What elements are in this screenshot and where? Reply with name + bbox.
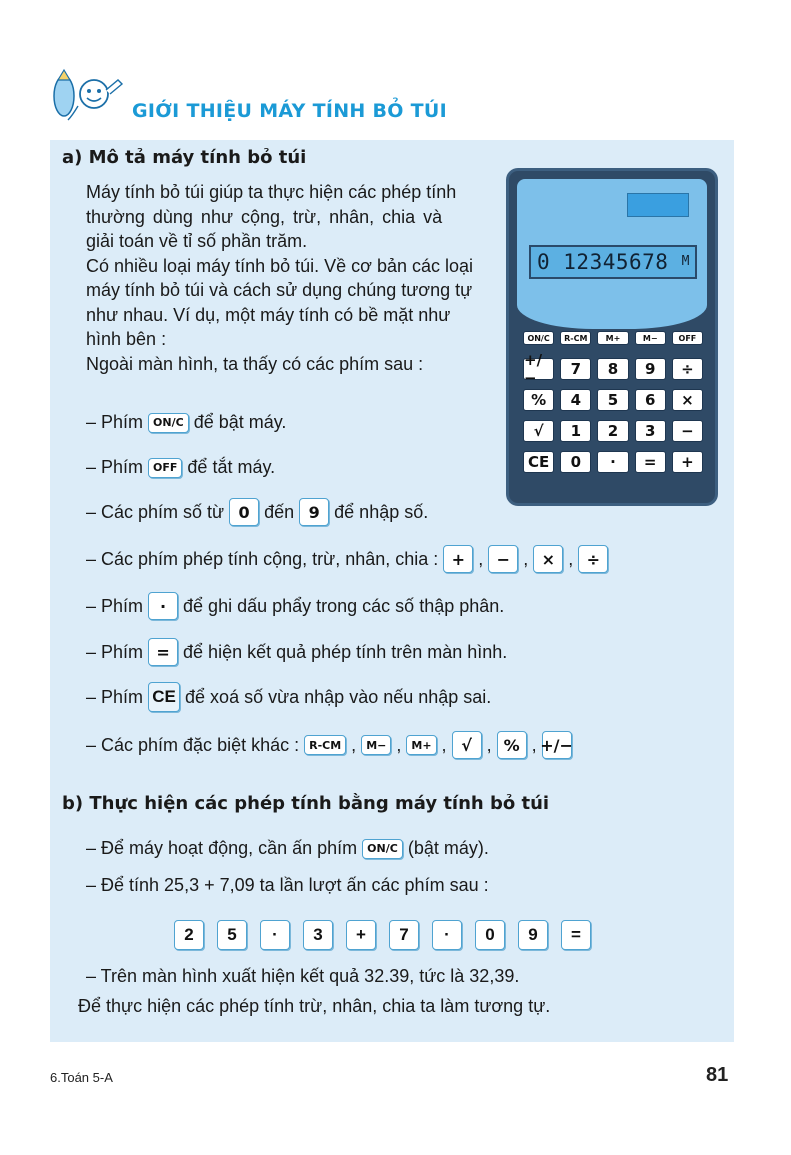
line-text: đến xyxy=(264,501,295,522)
step-two-line xyxy=(86,875,489,896)
intro-line: máy tính bỏ túi và cách sử dụng chúng tương tự xyxy=(86,280,473,300)
onc-key-icon: ON/C xyxy=(148,413,189,433)
calculator-display xyxy=(529,245,697,279)
closing-line xyxy=(78,996,550,1017)
separator: , xyxy=(486,734,492,755)
line-text: – Để máy hoạt động, cần ấn phím xyxy=(86,838,358,858)
calc-key-rcm: R-CM xyxy=(560,331,591,345)
calc-key: 9 xyxy=(635,358,666,380)
line-text: – Các phím phép tính cộng, trừ, nhân, chia : xyxy=(86,548,439,569)
lesson-header xyxy=(48,66,748,126)
intro-line: giải toán về tỉ số phần trăm. xyxy=(86,231,308,251)
separator: , xyxy=(396,734,402,755)
result-line xyxy=(86,966,519,987)
separator: , xyxy=(531,734,537,755)
calc-key: 5 xyxy=(597,389,628,411)
ce-key-line xyxy=(86,682,491,712)
section-a-intro xyxy=(86,180,506,376)
sign-key-icon: +/− xyxy=(542,731,572,759)
calc-key: + xyxy=(672,451,703,473)
intro-line: Ngoài màn hình, ta thấy có các phím sau : xyxy=(86,353,424,374)
calc-key: 4 xyxy=(560,389,591,411)
intro-line: như nhau. Ví dụ, một máy tính có bề mặt như xyxy=(86,304,451,325)
page-title: GIỚI THIỆU MÁY TÍNH BỎ TÚI xyxy=(132,100,448,122)
sequence-key: · xyxy=(432,920,462,950)
step-one-line xyxy=(86,838,489,859)
solar-panel xyxy=(627,193,689,217)
calc-key: 3 xyxy=(635,420,666,442)
on-key-line xyxy=(86,412,286,433)
calc-key: % xyxy=(523,389,554,411)
calc-key: 1 xyxy=(560,420,591,442)
calc-key: CE xyxy=(523,451,554,473)
mminus-key-icon: M− xyxy=(361,735,391,755)
line-text: (bật máy). xyxy=(407,838,489,858)
memory-indicator: M xyxy=(681,254,690,269)
sequence-key: = xyxy=(561,920,591,950)
digit-keys-line xyxy=(86,498,428,526)
line-text: – Phím xyxy=(86,412,144,432)
calc-key: · xyxy=(597,451,628,473)
calc-key: ÷ xyxy=(672,358,703,380)
line-text: – Các phím số từ xyxy=(86,501,225,522)
onc-key-icon: ON/C xyxy=(362,839,403,859)
separator: , xyxy=(441,734,447,755)
rcm-key-icon: R-CM xyxy=(304,735,346,755)
calc-key: 0 xyxy=(560,451,591,473)
sequence-key: 5 xyxy=(217,920,247,950)
calc-key: × xyxy=(672,389,703,411)
special-keys-line xyxy=(86,731,572,759)
separator: , xyxy=(351,734,357,755)
equals-key-icon: = xyxy=(148,638,178,666)
minus-key-icon: − xyxy=(488,545,518,573)
separator: , xyxy=(478,548,484,569)
intro-line: Có nhiều loại máy tính bỏ túi. Về cơ bản các loại xyxy=(86,255,474,276)
line-text: – Phím xyxy=(86,595,144,616)
calc-key-mminus: M− xyxy=(635,331,666,345)
off-key-icon: OFF xyxy=(148,458,182,478)
calculator-keypad xyxy=(523,331,703,473)
plus-key-icon: + xyxy=(443,545,473,573)
zero-key-icon: 0 xyxy=(229,498,259,526)
line-text: – Các phím đặc biệt khác : xyxy=(86,734,300,755)
book-label: 6.Toán 5-A xyxy=(50,1070,113,1085)
calc-key: 2 xyxy=(597,420,628,442)
line-text: Để thực hiện các phép tính trừ, nhân, chia ta làm tương tự. xyxy=(78,996,551,1016)
divide-key-icon: ÷ xyxy=(578,545,608,573)
calc-key: 6 xyxy=(635,389,666,411)
calc-key-onc: ON/C xyxy=(523,331,554,345)
line-text: để hiện kết quả phép tính trên màn hình. xyxy=(183,641,508,662)
sequence-key: 9 xyxy=(518,920,548,950)
percent-key-icon: % xyxy=(497,731,527,759)
off-key-line xyxy=(86,457,275,478)
section-a-heading: a) Mô tả máy tính bỏ túi xyxy=(62,147,307,168)
line-text: để bật máy. xyxy=(193,412,287,432)
mplus-key-icon: M+ xyxy=(406,735,436,755)
intro-line: Máy tính bỏ túi giúp ta thực hiện các phép tính xyxy=(86,182,457,202)
sequence-key: · xyxy=(260,920,290,950)
line-text: – Phím xyxy=(86,686,144,707)
calc-key: 8 xyxy=(597,358,628,380)
dot-key-icon: · xyxy=(148,592,178,620)
line-text: để tắt máy. xyxy=(187,457,276,477)
mascot-icon xyxy=(48,66,126,124)
separator: , xyxy=(568,548,574,569)
intro-line: thường dùng như cộng, trừ, nhân, chia và xyxy=(86,206,443,227)
dot-key-line xyxy=(86,592,504,620)
calc-key: +/− xyxy=(523,358,554,380)
times-key-icon: × xyxy=(533,545,563,573)
display-digits: 0 12345678 xyxy=(537,250,669,274)
op-keys-line xyxy=(86,545,608,573)
ce-key-icon: CE xyxy=(148,682,180,712)
page-number: 81 xyxy=(706,1064,729,1086)
calc-key: − xyxy=(672,420,703,442)
line-text: – Phím xyxy=(86,641,144,662)
sequence-key: 2 xyxy=(174,920,204,950)
line-text: – Phím xyxy=(86,457,144,477)
section-b-heading: b) Thực hiện các phép tính bằng máy tính bỏ túi xyxy=(62,793,550,814)
sequence-key: + xyxy=(346,920,376,950)
calculator-illustration xyxy=(506,168,718,506)
line-text: – Trên màn hình xuất hiện kết quả 32.39, tức là 32,39. xyxy=(86,966,520,986)
calc-key-mplus: M+ xyxy=(597,331,628,345)
calc-key: √ xyxy=(523,420,554,442)
key-sequence xyxy=(174,920,591,950)
calculator-face xyxy=(517,179,707,329)
calc-key: 7 xyxy=(560,358,591,380)
sequence-key: 7 xyxy=(389,920,419,950)
line-text: để xoá số vừa nhập vào nếu nhập sai. xyxy=(185,686,492,707)
line-text: – Để tính 25,3 + 7,09 ta lần lượt ấn các phím sau : xyxy=(86,875,489,895)
calc-key: = xyxy=(635,451,666,473)
intro-line: hình bên : xyxy=(86,329,167,349)
sequence-key: 0 xyxy=(475,920,505,950)
calc-key-off: OFF xyxy=(672,331,703,345)
equals-key-line xyxy=(86,638,507,666)
sequence-key: 3 xyxy=(303,920,333,950)
nine-key-icon: 9 xyxy=(299,498,329,526)
separator: , xyxy=(523,548,529,569)
line-text: để nhập số. xyxy=(334,501,429,522)
line-text: để ghi dấu phẩy trong các số thập phân. xyxy=(183,595,505,616)
sqrt-key-icon: √ xyxy=(452,731,482,759)
